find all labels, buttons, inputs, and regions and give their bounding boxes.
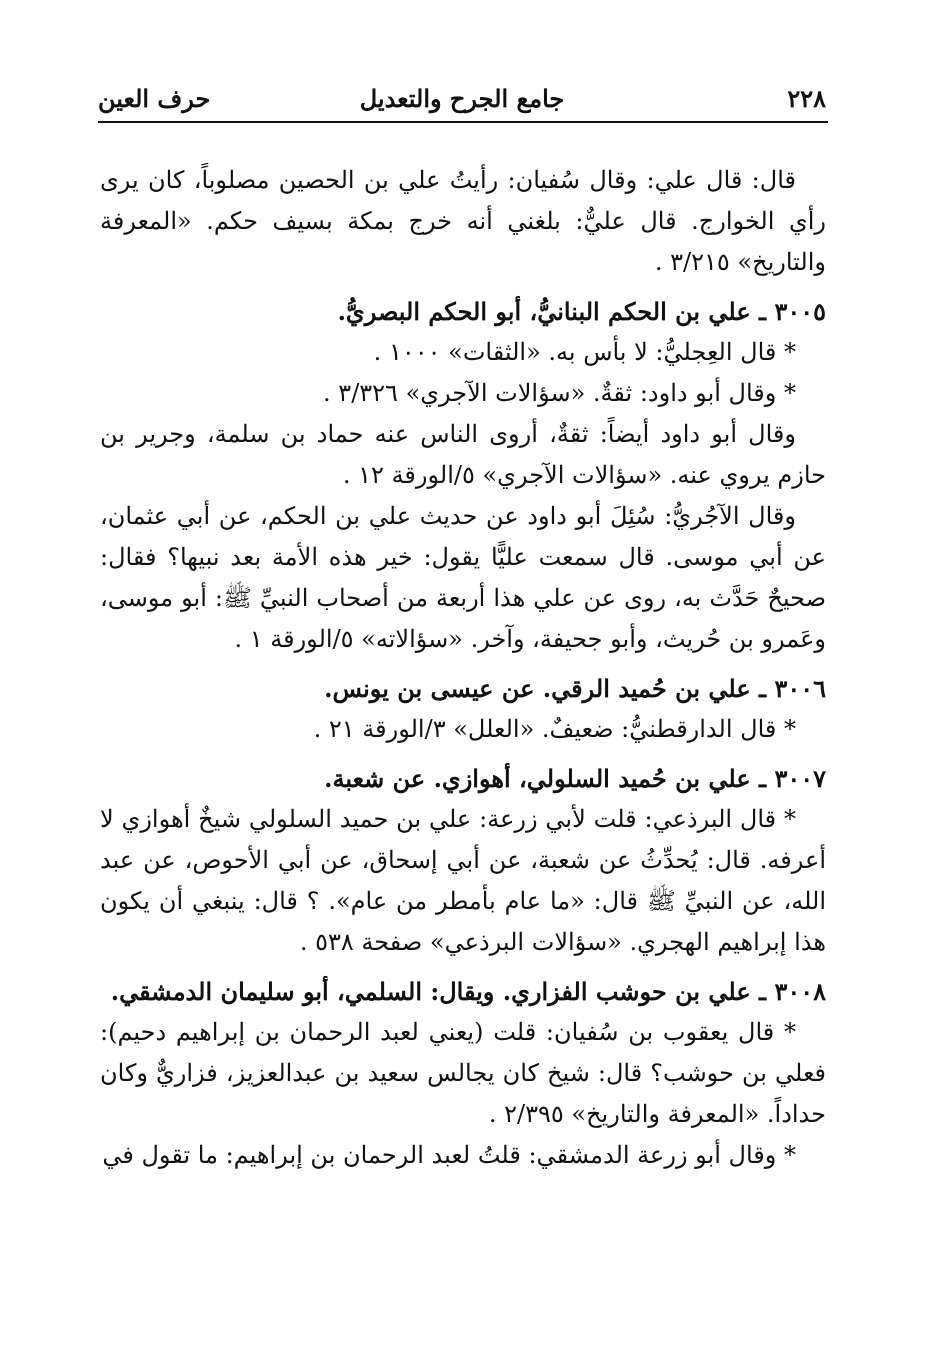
entry-heading: ٣٠٠٥ ـ علي بن الحكم البنانيُّ، أبو الحكم البصريُّ. bbox=[337, 297, 826, 326]
page-number: ٢٢٨ bbox=[787, 84, 826, 113]
running-header bbox=[98, 78, 826, 120]
body-paragraph: * وقال أبو داود: ثقةٌ. «سؤالات الآجري» ٣/٣٢٦ . bbox=[323, 379, 796, 407]
chapter-title: حرف العين bbox=[98, 84, 211, 113]
book-title: جامع الجرح والتعديل bbox=[359, 84, 565, 113]
body-paragraph: * وقال أبو زرعة الدمشقي: قلتُ لعبد الرحمان بن إبراهيم: ما تقول في bbox=[102, 1141, 796, 1169]
entry-heading: ٣٠٠٨ ـ علي بن حوشب الفزاري. ويقال: السلمي، أبو سليمان الدمشقي. bbox=[110, 977, 826, 1006]
entry-heading: ٣٠٠٦ ـ علي بن حُميد الرقي. عن عيسى بن يونس. bbox=[324, 674, 826, 703]
body-paragraph: * قال البرذعي: قلت لأبي زرعة: علي بن حميد السلولي شيخٌ أهوازي لا أعرفه. قال: يُحدِّثُ عن شعبة، عن أبي إسحاق، عن أبي الأحوص، عن عبد الله، عن النبيِّ ﷺ قال: «ما عام بأمطر من عام». ؟ قال: ينبغي أن يكون هذا إبراهيم الهجري. «سؤالات البرذعي» صفحة ٥٣٨ . bbox=[100, 805, 826, 956]
body-paragraph: * قال العِجليُّ: لا بأس به. «الثقات» ١٠٠٠ . bbox=[373, 338, 796, 366]
body-paragraph: قال: قال علي: وقال سُفيان: رأيتُ علي بن الحصين مصلوباً، كان يرى رأي الخوارج. قال عليٌّ: بلغني أنه خرج بمكة بسيف حكم. «المعرفة والتاريخ» ٣/٢١٥ . bbox=[100, 166, 826, 276]
body-paragraph: وقال الآجُريُّ: سُئِلَ أبو داود عن حديث علي بن الحكم، عن أبي عثمان، عن أبي موسى. قال سمعت عليًّا يقول: خير هذه الأمة بعد نبيها؟ فقال: صحيحٌ حَدَّث به، روى عن علي هذا أربعة من أصحاب النبيِّ ﷺ: أبو موسى، وعَمرو بن حُريث، وأبو جحيفة، وآخر. «سؤالاته» ٥/الورقة ١ . bbox=[100, 502, 826, 653]
body-paragraph: * قال الدارقطنيُّ: ضعيفٌ. «العلل» ٣/الورقة ٢١ . bbox=[313, 715, 796, 743]
body-paragraph: * قال يعقوب بن سُفيان: قلت (يعني لعبد الرحمان بن إبراهيم دحيم): فعلي بن حوشب؟ قال: شيخ كان يجالس سعيد بن عبدالعزيز، فزاريٌّ وكان حداداً. «المعرفة والتاريخ» ٢/٣٩٥ . bbox=[100, 1018, 826, 1128]
entry-heading: ٣٠٠٧ ـ علي بن حُميد السلولي، أهوازي. عن شعبة. bbox=[324, 764, 826, 793]
body-paragraph: وقال أبو داود أيضاً: ثقةٌ، أروى الناس عنه حماد بن سلمة، وجرير بن حازم يروي عنه. «سؤالات الآجري» ٥/الورقة ١٢ . bbox=[100, 420, 826, 489]
header-rule bbox=[98, 121, 828, 123]
page-body bbox=[100, 160, 826, 1176]
